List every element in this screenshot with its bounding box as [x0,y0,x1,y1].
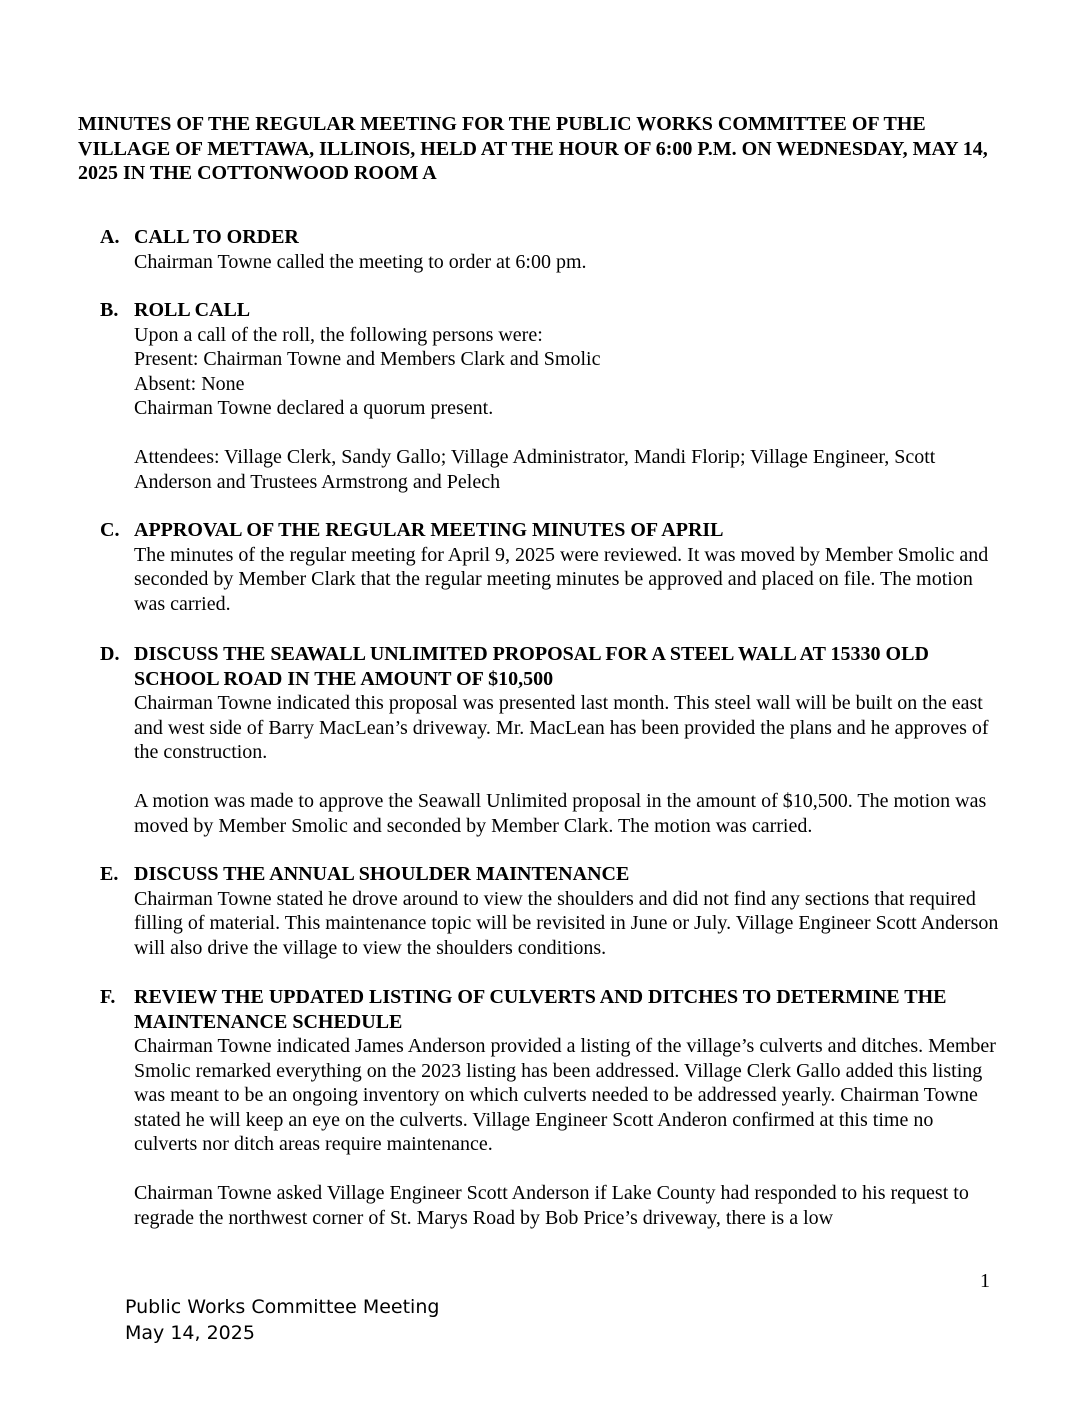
present-line: Present: Chairman Towne and Members Clark and Smolic [134,348,601,370]
section-heading: ROLL CALL [134,299,251,321]
page-footer [125,1294,439,1346]
section-letter: F. [100,986,116,1008]
section-text: Chairman Towne indicated this proposal was presented last month. This steel wall will be built on the east and west side of Barry MacLean’s driveway. Mr. MacLean has been provided the plans and he approves of the construction. [134,692,989,763]
page-number: 1 [980,1270,990,1292]
section-heading: CALL TO ORDER [134,226,299,248]
section-letter: A. [100,226,120,248]
lake-county-text: Chairman Towne asked Village Engineer Scott Anderson if Lake County had responded to his request to regrade the northwest corner of St. Marys Road by Bob Price’s driveway, there is a low [134,1182,969,1229]
section-letter: E. [100,863,119,885]
section-heading: REVIEW THE UPDATED LISTING OF CULVERTS AND DITCHES TO DETERMINE THE MAINTENANCE SCHEDULE [134,986,947,1033]
section-shoulder-maintenance [100,862,1000,960]
motion-text: A motion was made to approve the Seawall Unlimited proposal in the amount of $10,500. The motion was moved by Member Smolic and seconded by Member Clark. The motion was carried. [134,790,987,837]
section-heading: APPROVAL OF THE REGULAR MEETING MINUTES OF APRIL [134,519,724,541]
section-call-to-order [100,225,1000,274]
section-letter: C. [100,519,120,541]
absent-line: Absent: None [134,372,245,395]
footer-title: Public Works Committee Meeting [125,1296,440,1318]
section-heading: DISCUSS THE SEAWALL UNLIMITED PROPOSAL FOR A STEEL WALL AT 15330 OLD SCHOOL ROAD IN THE AMOUNT OF $10,500 [134,643,929,690]
section-text: The minutes of the regular meeting for April 9, 2025 were reviewed. It was moved by Member Smolic and seconded by Member Clark that the regular meeting minutes be approved and placed on file. The motion was carried. [134,543,989,615]
section-roll-call [100,298,1000,494]
section-text: Chairman Towne stated he drove around to view the shoulders and did not find any sections that required filling of material. This maintenance topic will be revisited in June or July. Village Engineer Scott Anderson will also drive the village to view the shoulders conditions. [134,887,999,959]
minutes-title: MINUTES OF THE REGULAR MEETING FOR THE PUBLIC WORKS COMMITTEE OF THE VILLAGE OF METTAWA, ILLINOIS, HELD AT THE HOUR OF 6:00 P.M. ON WEDNESDAY, MAY 14, 2025 IN THE COTTONWOOD ROOM A [78,113,988,184]
section-text: Chairman Towne indicated James Anderson provided a listing of the village’s culverts and ditches. Member Smolic remarked everything on the 2023 listing has been addressed. Village Clerk Gallo added this listing was meant to be an ongoing inventory on which culverts needed to be addressed yearly. Chairman Towne stated he will keep an eye on the culverts. Village Engineer Scott Anderon confirmed at this time no culverts nor ditch areas require maintenance. [134,1035,996,1155]
section-seawall-proposal [100,642,1000,838]
quorum-line: Chairman Towne declared a quorum present. [134,397,494,419]
section-approval-of-minutes [100,518,1000,616]
section-culverts-and-ditches [100,985,1000,1230]
attendees-text: Attendees: Village Clerk, Sandy Gallo; Village Administrator, Mandi Florip; Village Engineer, Scott Anderson and Trustees Armstrong and Pelech [134,446,936,493]
footer-date: May 14, 2025 [125,1322,255,1344]
section-letter: B. [100,299,119,321]
roll-call-intro: Upon a call of the roll, the following persons were: [134,323,543,346]
section-letter: D. [100,643,120,665]
section-heading: DISCUSS THE ANNUAL SHOULDER MAINTENANCE [134,863,630,885]
section-text: Chairman Towne called the meeting to order at 6:00 pm. [134,250,587,273]
